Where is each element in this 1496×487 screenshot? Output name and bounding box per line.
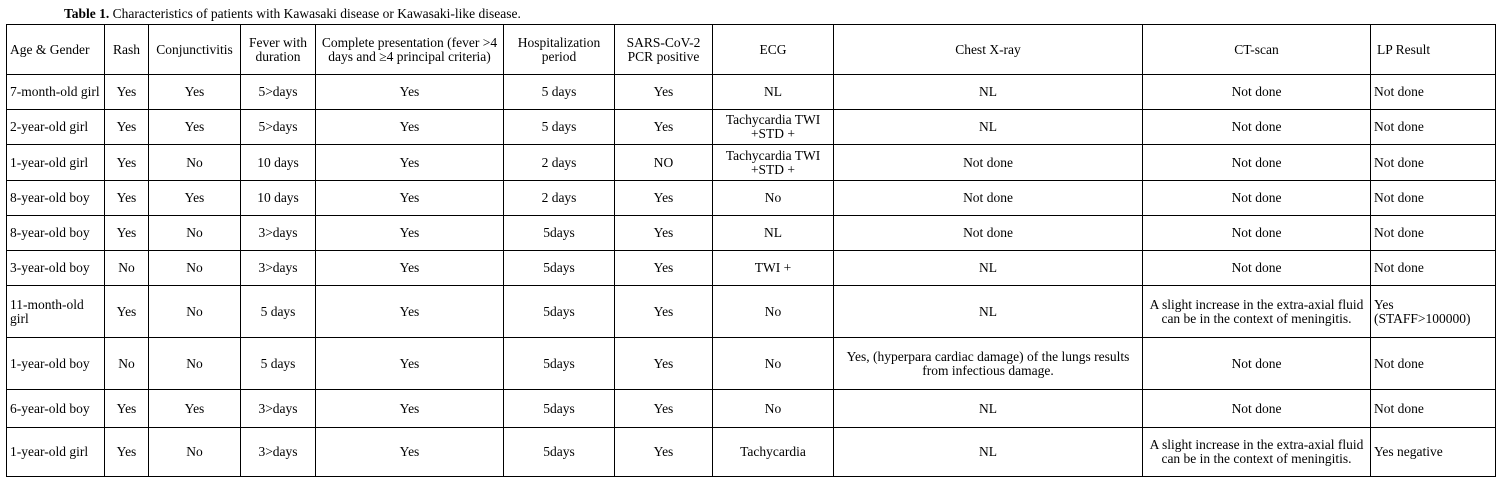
cell-lp-result: Not done [1371,75,1496,110]
cell-ct-scan: Not done [1143,338,1371,390]
cell-lp-result: Not done [1371,216,1496,251]
cell-age-gender: 8-year-old boy [7,181,105,216]
cell-age-gender: 1-year-old girl [7,145,105,181]
cell-conjunctivitis: No [149,338,241,390]
cell-chest-xray: NL [834,110,1143,145]
table-row [7,216,1496,251]
cell-rash: Yes [105,110,149,145]
cell-age-gender: 3-year-old boy [7,251,105,286]
column-header-conjunctivitis: Conjunctivitis [149,25,241,75]
cell-sars-cov-2-pcr: Yes [615,216,713,251]
table-row [7,145,1496,181]
cell-ecg: Tachycardia TWI +STD + [713,110,834,145]
table-caption [64,6,521,22]
patient-characteristics-table [6,24,1496,477]
cell-fever-duration: 3>days [241,428,316,477]
column-header-sars-cov-2-pcr: SARS-CoV-2 PCR positive [615,25,713,75]
cell-age-gender: 6-year-old boy [7,390,105,428]
cell-rash: Yes [105,216,149,251]
cell-sars-cov-2-pcr: Yes [615,428,713,477]
cell-conjunctivitis: No [149,428,241,477]
cell-ecg: No [713,390,834,428]
cell-ecg: NL [713,216,834,251]
cell-lp-result: Not done [1371,181,1496,216]
cell-hospitalization-period: 2 days [504,145,615,181]
cell-ct-scan: A slight increase in the extra-axial fluid can be in the context of meningitis. [1143,286,1371,338]
cell-sars-cov-2-pcr: Yes [615,251,713,286]
cell-lp-result: Not done [1371,338,1496,390]
cell-chest-xray: NL [834,251,1143,286]
column-header-lp-result: LP Result [1371,25,1496,75]
cell-lp-result: Not done [1371,145,1496,181]
table-row [7,338,1496,390]
column-header-ct-scan: CT-scan [1143,25,1371,75]
cell-chest-xray: NL [834,286,1143,338]
table-row [7,251,1496,286]
cell-hospitalization-period: 5days [504,286,615,338]
cell-fever-duration: 3>days [241,390,316,428]
cell-sars-cov-2-pcr: Yes [615,338,713,390]
table-row [7,110,1496,145]
cell-complete-presentation: Yes [316,390,504,428]
cell-sars-cov-2-pcr: NO [615,145,713,181]
cell-rash: Yes [105,428,149,477]
cell-age-gender: 11-month-old girl [7,286,105,338]
cell-age-gender: 2-year-old girl [7,110,105,145]
cell-hospitalization-period: 5days [504,428,615,477]
cell-lp-result: Yes negative [1371,428,1496,477]
cell-complete-presentation: Yes [316,181,504,216]
cell-sars-cov-2-pcr: Yes [615,75,713,110]
cell-hospitalization-period: 5days [504,390,615,428]
cell-complete-presentation: Yes [316,75,504,110]
cell-rash: Yes [105,286,149,338]
table-row [7,286,1496,338]
cell-age-gender: 8-year-old boy [7,216,105,251]
column-header-hospitalization-period: Hospitalization period [504,25,615,75]
cell-chest-xray: NL [834,75,1143,110]
column-header-age-gender: Age & Gender [7,25,105,75]
cell-rash: Yes [105,145,149,181]
cell-complete-presentation: Yes [316,110,504,145]
cell-hospitalization-period: 5days [504,251,615,286]
cell-fever-duration: 5 days [241,286,316,338]
cell-ct-scan: Not done [1143,390,1371,428]
cell-rash: Yes [105,390,149,428]
cell-ecg: Tachycardia TWI +STD + [713,145,834,181]
cell-lp-result: Not done [1371,390,1496,428]
cell-fever-duration: 10 days [241,145,316,181]
cell-hospitalization-period: 5days [504,338,615,390]
cell-sars-cov-2-pcr: Yes [615,110,713,145]
table-row [7,428,1496,477]
cell-ct-scan: Not done [1143,110,1371,145]
cell-fever-duration: 3>days [241,251,316,286]
cell-hospitalization-period: 5days [504,216,615,251]
cell-sars-cov-2-pcr: Yes [615,286,713,338]
table-caption-text: Characteristics of patients with Kawasaki disease or Kawasaki-like disease. [109,6,521,21]
table-row [7,390,1496,428]
column-header-fever-duration: Fever with duration [241,25,316,75]
cell-ecg: TWI + [713,251,834,286]
cell-hospitalization-period: 5 days [504,110,615,145]
cell-chest-xray: Yes, (hyperpara cardiac damage) of the lungs results from infectious damage. [834,338,1143,390]
cell-age-gender: 7-month-old girl [7,75,105,110]
cell-conjunctivitis: No [149,286,241,338]
cell-conjunctivitis: No [149,145,241,181]
table-caption-label: Table 1. [64,6,110,21]
header-row [7,25,1496,75]
cell-chest-xray: NL [834,428,1143,477]
cell-fever-duration: 5>days [241,110,316,145]
column-header-complete-presentation: Complete presentation (fever >4 days and ≥4 principal criteria) [316,25,504,75]
cell-chest-xray: Not done [834,145,1143,181]
cell-ct-scan: Not done [1143,251,1371,286]
cell-complete-presentation: Yes [316,145,504,181]
column-header-rash: Rash [105,25,149,75]
cell-fever-duration: 5 days [241,338,316,390]
cell-conjunctivitis: Yes [149,110,241,145]
cell-fever-duration: 5>days [241,75,316,110]
table-row [7,181,1496,216]
column-header-ecg: ECG [713,25,834,75]
cell-sars-cov-2-pcr: Yes [615,181,713,216]
cell-lp-result: Yes (STAFF>100000) [1371,286,1496,338]
cell-complete-presentation: Yes [316,428,504,477]
cell-rash: Yes [105,181,149,216]
cell-hospitalization-period: 5 days [504,75,615,110]
cell-rash: No [105,338,149,390]
cell-lp-result: Not done [1371,110,1496,145]
cell-sars-cov-2-pcr: Yes [615,390,713,428]
cell-conjunctivitis: Yes [149,75,241,110]
cell-chest-xray: NL [834,390,1143,428]
cell-complete-presentation: Yes [316,251,504,286]
cell-fever-duration: 3>days [241,216,316,251]
cell-ct-scan: Not done [1143,216,1371,251]
table-row [7,75,1496,110]
cell-ecg: No [713,286,834,338]
cell-age-gender: 1-year-old girl [7,428,105,477]
cell-conjunctivitis: Yes [149,181,241,216]
cell-ct-scan: Not done [1143,181,1371,216]
cell-conjunctivitis: No [149,216,241,251]
column-header-chest-xray: Chest X-ray [834,25,1143,75]
cell-complete-presentation: Yes [316,338,504,390]
cell-complete-presentation: Yes [316,216,504,251]
cell-complete-presentation: Yes [316,286,504,338]
cell-conjunctivitis: No [149,251,241,286]
cell-ct-scan: Not done [1143,145,1371,181]
cell-lp-result: Not done [1371,251,1496,286]
cell-rash: No [105,251,149,286]
cell-ecg: NL [713,75,834,110]
cell-ecg: No [713,181,834,216]
cell-ecg: No [713,338,834,390]
cell-fever-duration: 10 days [241,181,316,216]
cell-age-gender: 1-year-old boy [7,338,105,390]
cell-ct-scan: A slight increase in the extra-axial fluid can be in the context of meningitis. [1143,428,1371,477]
cell-conjunctivitis: Yes [149,390,241,428]
cell-ct-scan: Not done [1143,75,1371,110]
cell-chest-xray: Not done [834,181,1143,216]
cell-hospitalization-period: 2 days [504,181,615,216]
cell-rash: Yes [105,75,149,110]
cell-ecg: Tachycardia [713,428,834,477]
cell-chest-xray: Not done [834,216,1143,251]
